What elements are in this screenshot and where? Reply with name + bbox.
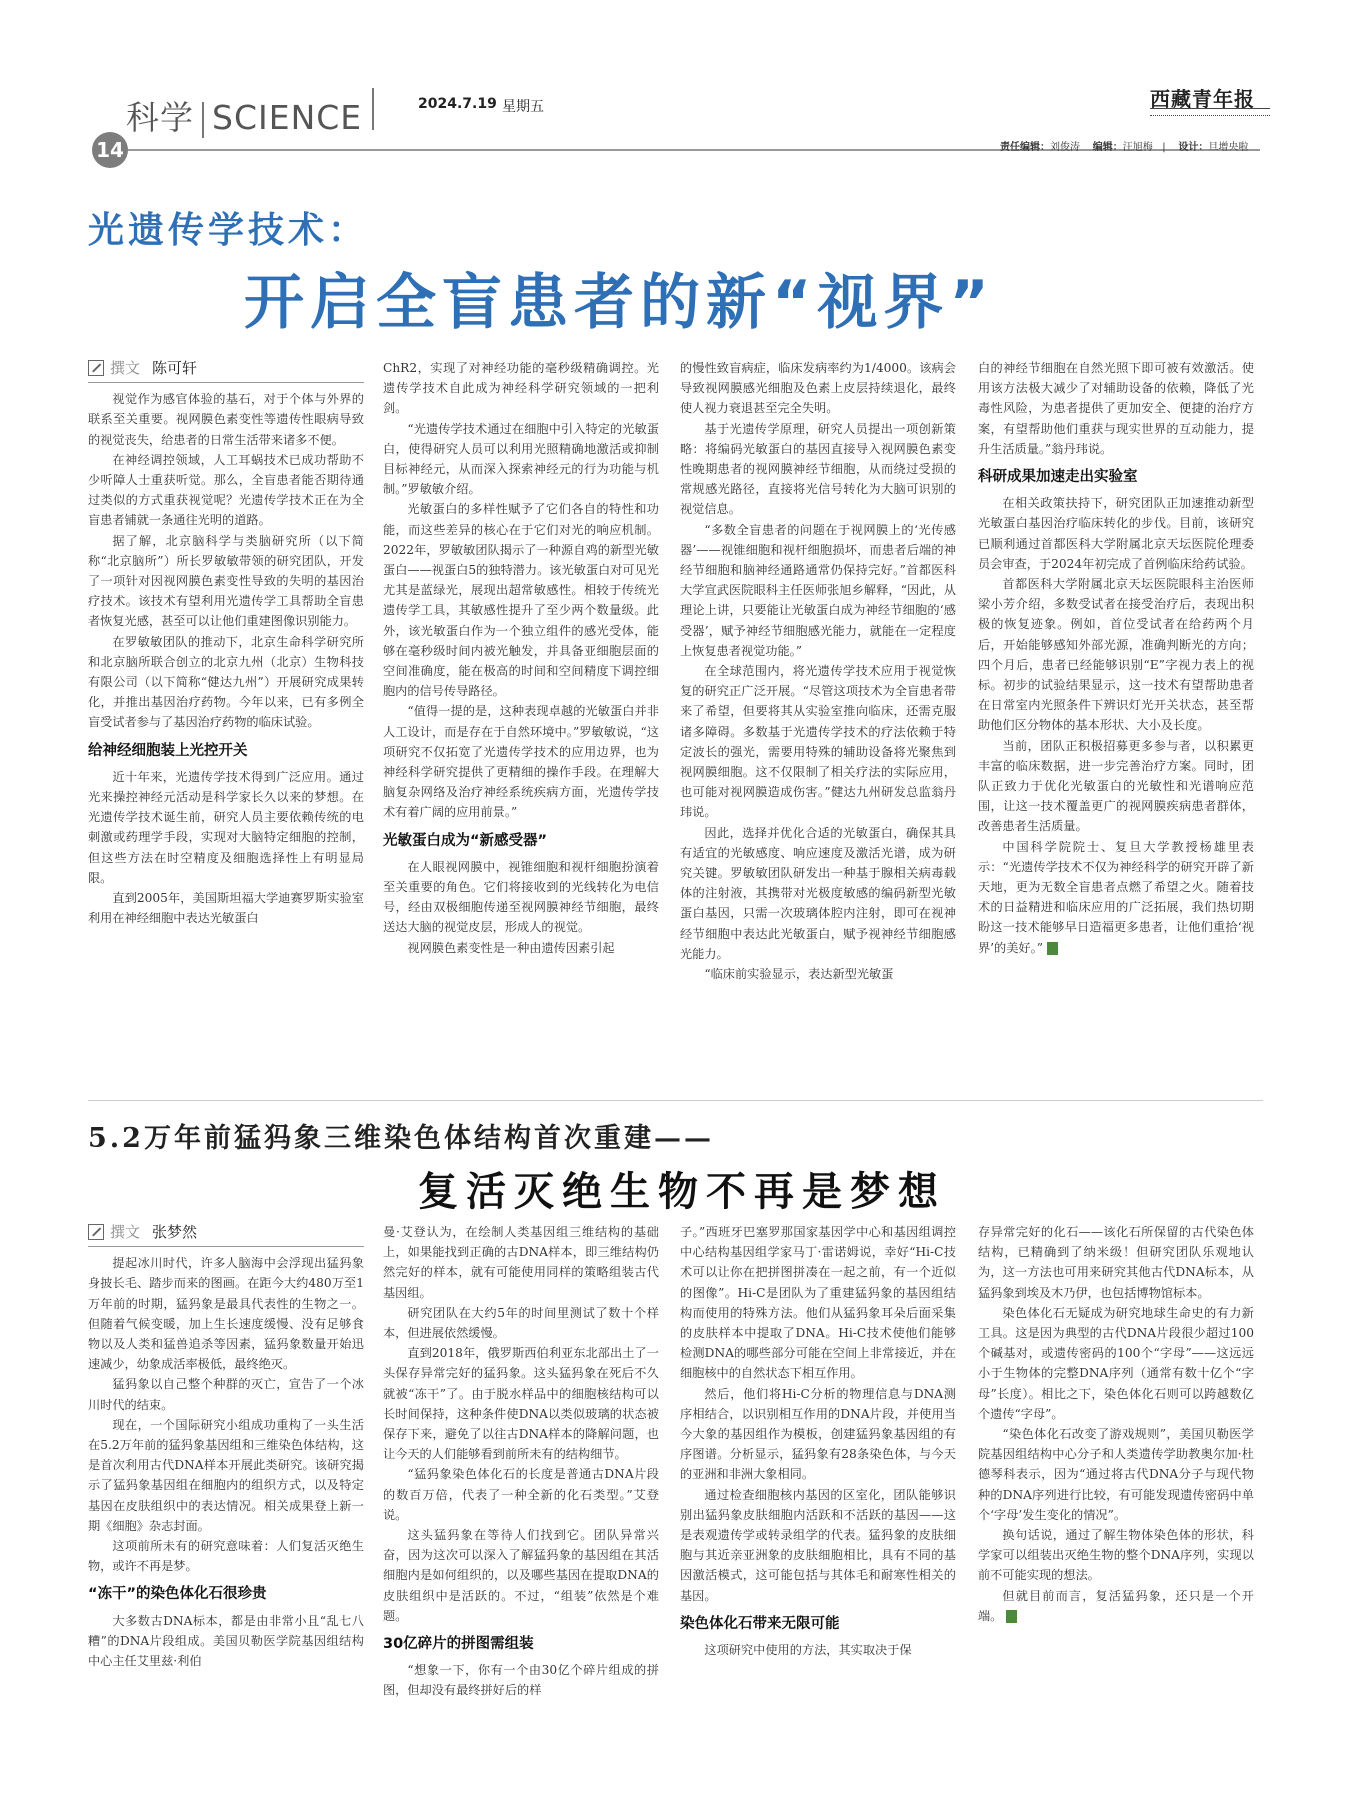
paragraph: 当前，团队正积极招募更多参与者，以积累更丰富的临床数据，进一步完善治疗方案。同时，团队正致力于优化光敏蛋白的光敏性和光谱响应范围，让这一技术覆盖更广的视网膜疾病患者群体，改善患者生活质量。 [978, 738, 1254, 834]
issue-date: 2024.7.19 [418, 96, 497, 112]
paragraph: “猛犸象染色体化石的长度是普通古DNA片段的数百万倍，代表了一种全新的化石类型。”艾登说。 [383, 1467, 659, 1522]
paragraph: 视网膜色素变性是一种由遗传因素引起 [407, 940, 615, 955]
paragraph: 近十年来，光遗传学技术得到广泛应用。通过光来操控神经元活动是科学家长久以来的梦想。在光遗传学技术诞生前，研究人员主要依赖传统的电刺激或药理学手段，实现对大脑特定细胞的控制，但这些方法在时空精度及细胞选择性上有明显局限。 [88, 769, 364, 885]
section-separator [202, 102, 204, 138]
paragraph: “值得一提的是，这种表现卓越的光敏蛋白并非人工设计，而是存在于自然环境中。”罗敏敏说，“这项研究不仅拓宽了光遗传学技术的应用边界，也为神经科学研究提供了更精细的操作手段。在理解大脑复杂网络及治疗神经系统疾病方面，光遗传学技术有着广阔的应用前景。” [383, 704, 659, 820]
paragraph: 这项研究中使用的方法，其实取决于保 [704, 1643, 912, 1658]
end-mark-icon [1006, 1610, 1017, 1623]
paragraph: 这项前所未有的研究意味着：人们复活灭绝生物，或许不再是梦。 [88, 1539, 364, 1574]
credit-edit: 汪旭梅 [1122, 142, 1153, 153]
paragraph: 在人眼视网膜中，视锥细胞和视杆细胞扮演着至关重要的角色。它们将接收到的光线转化为电信号，经由双极细胞传递至视网膜神经节细胞，最终送达大脑的视觉皮层，形成人的视觉。 [383, 859, 659, 935]
paragraph: 子。”西班牙巴塞罗那国家基因学中心和基因组调控中心结构基因组学家马丁·雷诺姆说，幸好“Hi-C技术可以让你在把拼图拼凑在一起之前，有一个近似的图像”。Hi-C是团队为了重建猛犸象的基因组结构而使用的特殊方法。他们从猛犸象耳朵后面采集的皮肤样本中提取了DNA。Hi-C技术使他们能够检测DNA的哪些部分可能在空间上非常接近，并在细胞核中的自然状态下相互作用。 [680, 1225, 956, 1381]
masthead-title: 西藏青年报 [1150, 87, 1255, 111]
paragraph: 首都医科大学附属北京天坛医院眼科主治医师梁小芳介绍，多数受试者在接受治疗后，表现出积极的恢复迹象。例如，首位受试者在给药两个月后，开始能够感知外部光源，准确判断光的方向；四个月后，患者已经能够识别“E”字视力表上的视标。初步的试验结果显示，这一技术有望帮助患者在日常室内光照条件下辨识灯光开关状态，甚至帮助他们区分物体的基本形状、大小及长度。 [978, 577, 1254, 733]
masthead-tibetan-line [1150, 108, 1270, 116]
end-mark-icon [1047, 942, 1058, 955]
paragraph: 在全球范围内，将光遗传学技术应用于视觉恢复的研究正广泛开展。“尽管这项技术为全盲患者带来了希望，但要将其从实验室推向临床，还需克服诸多障碍。多数基于光遗传学技术的疗法依赖于特定波长的强光，需要用特殊的辅助设备将光聚焦到视网膜细胞。这不仅限制了相关疗法的实际应用，也可能对视网膜造成伤害。”健达九州研发总监翁丹玮说。 [680, 664, 956, 820]
paragraph: 在神经调控领域，人工耳蜗技术已成功帮助不少听障人士重获听觉。那么，全盲患者能否期待通过类似的方式重获视觉呢？光遗传学技术正在为全盲患者铺就一条通往光明的道路。 [88, 452, 364, 528]
article2-column-1 [88, 1222, 364, 1671]
article2-column-3 [680, 1222, 956, 1660]
credit-design-label: 设计： [1178, 142, 1209, 153]
credit-edit-label: 编辑： [1092, 142, 1123, 153]
issue-weekday: 星期五 [502, 99, 544, 115]
paragraph: 这头猛犸象在等待人们找到它。团队异常兴奋，因为这次可以深入了解猛犸象的基因组在其活细胞内是如何组织的，以及哪些基因在提取DNA的皮肤组织中是活跃的。不过，“组装”依然是个难题。 [383, 1528, 659, 1623]
article2-column-2 [383, 1222, 659, 1701]
article1-kicker: 光遗传学技术： [88, 209, 369, 251]
section-end-bar [372, 88, 374, 130]
paragraph [978, 837, 1254, 958]
paragraph: 大多数古DNA标本，都是由非常小且“乱七八糟”的DNA片段组成。美国贝勒医学院基因组结构中心主任艾里兹·利伯 [88, 1613, 364, 1669]
subheading: 染色体化石带来无限可能 [680, 1615, 840, 1632]
paragraph: 然后，他们将Hi-C分析的物理信息与DNA测序相结合，以识别相互作用的DNA片段，并使用当今大象的基因组作为模板，创建猛犸象基因组的有序图谱。分析显示，猛犸象有28条染色体，与今天的亚洲和非洲大象相同。 [680, 1386, 956, 1482]
paragraph: 白的神经节细胞在自然光照下即可被有效激活。使用该方法极大减少了对辅助设备的依赖，降低了光毒性风险，为患者提供了更加安全、便捷的治疗方案，有望帮助他们重获与现实世界的互动能力，提升生活质量。”翁丹玮说。 [978, 361, 1254, 456]
article2-headline: 复活灭绝生物不再是梦想 [418, 1168, 946, 1215]
article1-column-2 [383, 358, 659, 958]
credits-line: 责任编辑：刘俊涛 编辑：汪旭梅 | 设计：旦增央啦 [1000, 142, 1249, 153]
subheading: 光敏蛋白成为“新感受器” [383, 832, 548, 849]
article1-byline [88, 358, 364, 383]
subheading: 给神经细胞装上光控开关 [88, 742, 248, 759]
paragraph: 现在，一个国际研究小组成功重构了一头生活在5.2万年前的猛犸象基因组和三维染色体结构，这是首次利用古代DNA样本开展此类研究。该研究揭示了猛犸象基因组在细胞内的组织方式，以及特定基因在皮肤组织中的表达情况。相关成果登上新一期《细胞》杂志封面。 [88, 1417, 364, 1533]
paragraph: 因此，选择并优化合适的光敏蛋白，确保其具有适宜的光敏感度、响应速度及激活光谱，成为研究关键。罗敏敏团队研发出一种基于腺相关病毒载体的注射液，其携带对光极度敏感的编码新型光敏蛋白基因，只需一次玻璃体腔内注射，即可在视神经节细胞中表达此光敏蛋白，赋予视神经节细胞感光能力。 [680, 825, 956, 961]
article-divider [88, 1100, 1263, 1101]
paragraph: 光敏蛋白的多样性赋予了它们各自的特性和功能，而这些差异的核心在于它们对光的响应机制。2022年，罗敏敏团队揭示了一种源自鸡的新型光敏蛋白——视蛋白5的独特潜力。该光敏蛋白对可见光尤其是蓝绿光，展现出超常敏感性。相较于传统光遗传学工具，其敏感性提升了至少两个数量级。此外，该光敏蛋白作为一个独立组件的感光受体，能够在毫秒级时间内被光触发，并具备亚细胞层面的空间准确度，能在极高的时间和空间精度下调控细胞内的信号传导路径。 [383, 502, 659, 699]
section-label [126, 92, 362, 139]
paragraph: 在相关政策扶持下，研究团队正加速推动新型光敏蛋白基因治疗临床转化的步伐。目前，该研究已顺利通过首都医科大学附属北京天坛医院伦理委员会审查，于2024年初完成了首例临床给药试验。 [978, 496, 1254, 571]
paragraph-text: 中国科学院院士、复旦大学教授杨雄里表示：“光遗传学技术不仅为神经科学的研究开辟了新天地，更为无数全盲患者点燃了希望之火。随着技术的日益精进和临床应用的广泛拓展，我们热切期盼这一技术能够早日造福更多患者，让他们重拾‘视界’的美好。” [978, 839, 1254, 955]
paragraph: “想象一下，你有一个由30亿个碎片组成的拼图，但却没有最终拼好后的样 [383, 1663, 659, 1698]
paragraph: 直到2005年，美国斯坦福大学迪赛罗斯实验室利用在神经细胞中表达光敏蛋白 [88, 891, 364, 926]
paragraph: 在罗敏敏团队的推动下，北京生命科学研究所和北京脑所联合创立的北京九州（北京）生物科技有限公司（以下简称“健达九州”）开展研究成果转化，并推出基因治疗药物。今年以来，已有多例全盲受试者参与了基因治疗药物的临床试验。 [88, 634, 364, 730]
byline-label: 撰文 [110, 359, 141, 377]
paragraph: 基于光遗传学原理，研究人员提出一项创新策略：将编码光敏蛋白的基因直接导入视网膜色素变性晚期患者的视网膜神经节细胞，从而绕过受损的常规感光路径，直接将光信号转化为大脑可识别的视觉信息。 [680, 421, 956, 517]
page-number: 14 [92, 132, 128, 168]
paragraph: 的慢性致盲病症，临床发病率约为1/4000。该病会导致视网膜感光细胞及色素上皮层持续退化，最终使人视力衰退甚至完全失明。 [680, 361, 956, 416]
section-cn: 科学 [126, 98, 194, 137]
paragraph: 换句话说，通过了解生物体染色体的形状，科学家可以组装出灭绝生物的整个DNA序列，实现以前不可能实现的想法。 [978, 1528, 1254, 1583]
article1-column-1 [88, 358, 364, 928]
paragraph: “多数全盲患者的问题在于视网膜上的‘光传感器’——视锥细胞和视杆细胞损坏，而患者后端的神经节细胞和脑神经通路通常仍保持完好。”首都医科大学宣武医院眼科主任医师张旭乡解释，“因此，从理论上讲，只要能让光敏蛋白成为神经节细胞的‘感受器’，赋予神经节细胞感光能力，就能在一定程度上恢复患者视觉功能。” [680, 522, 956, 658]
article1-column-4 [978, 358, 1254, 958]
paragraph: ChR2，实现了对神经功能的毫秒级精确调控。光遗传学技术自此成为神经科学研究领域的一把利剑。 [383, 361, 659, 416]
credit-editor: 刘俊涛 [1050, 142, 1080, 153]
credit-editor-label: 责任编辑： [1000, 142, 1050, 153]
paragraph [978, 1586, 1254, 1626]
paragraph: 通过检查细胞核内基因的区室化，团队能够识别出猛犸象皮肤细胞内活跃和不活跃的基因——这是表观遗传学或转录组学的代表。猛犸象的皮肤细胞与其近亲亚洲象的皮肤细胞相比，具有不同的基因激活模式，这可能包括与其体毛和耐寒性相关的基因。 [680, 1487, 956, 1603]
paragraph: 据了解，北京脑科学与类脑研究所（以下简称“北京脑所”）所长罗敏敏带领的研究团队，开发了一项针对因视网膜色素变性导致的失明的基因治疗技术。该技术有望利用光遗传学工具帮助全盲患者恢复光感，甚至可以让他们重建图像识别能力。 [88, 533, 364, 629]
pen-icon [88, 1224, 104, 1240]
article1-headline: 开启全盲患者的新“视界” [244, 268, 995, 338]
byline-label: 撰文 [110, 1223, 141, 1241]
section-en: SCIENCE [212, 98, 363, 137]
subheading: 科研成果加速走出实验室 [978, 469, 1138, 486]
paragraph: 猛犸象以自己整个种群的灭亡，宣告了一个冰川时代的结束。 [88, 1377, 364, 1412]
paragraph: 存异常完好的化石——该化石所保留的古代染色体结构，已精确到了纳米级！但研究团队乐观地认为，这一方法也可用来研究其他古代DNA标本，从猛犸象到埃及木乃伊，也包括博物馆标本。 [978, 1225, 1254, 1300]
paragraph: “临床前实验显示，表达新型光敏蛋 [704, 967, 894, 982]
paragraph: 视觉作为感官体验的基石，对于个体与外界的联系至关重要。视网膜色素变性等遗传性眼病导致的视觉丧失，给患者的日常生活带来诸多不便。 [88, 392, 364, 447]
article2-column-4 [978, 1222, 1254, 1626]
byline-name: 张梦然 [152, 1223, 198, 1241]
paragraph: 曼·艾登认为，在绘制人类基因组三维结构的基础上，如果能找到正确的古DNA样本，即三维结构仍然完好的样本，就有可能使用同样的策略组装古代基因组。 [383, 1225, 659, 1300]
article2-byline [88, 1222, 364, 1247]
byline-name: 陈可轩 [152, 359, 198, 377]
pen-icon [88, 360, 104, 376]
paragraph: 研究团队在大约5年的时间里测试了数十个样本，但进展依然缓慢。 [383, 1305, 659, 1341]
paragraph: 直到2018年，俄罗斯西伯利亚东北部出土了一头保存异常完好的猛犸象。这头猛犸象在死后不久就被“冻干”了。由于脱水样品中的细胞核结构可以长时间保持，这种条件使DNA以类似玻璃的状态被保存下来，避免了以往古DNA样本的降解问题，也让今天的人们能够看到前所未有的结构细节。 [383, 1346, 659, 1462]
paragraph: 提起冰川时代，许多人脑海中会浮现出猛犸象身披长毛、踏步而来的图画。在距今大约480万至1万年前的时期，猛犸象是最具代表性的生物之一。但随着气候变暖，加上生长速度缓慢、没有足够食物以及人类和猛兽追杀等因素，猛犸象数量开始迅速减少，幼象成活率极低，最终绝灭。 [88, 1256, 364, 1372]
article2-kicker: 5.2万年前猛犸象三维染色体结构首次重建—— [88, 1123, 714, 1154]
subheading: 30亿碎片的拼图需组装 [383, 1636, 534, 1653]
paragraph: 染色体化石无疑成为研究地球生命史的有力新工具。这是因为典型的古代DNA片段很少超过100个碱基对，或遗传密码的100个“字母”——这远远小于生物体的完整DNA序列（通常有数十亿个“字母”长度）。相比之下，染色体化石则可以跨越数亿个遗传“字母”。 [978, 1305, 1254, 1421]
article1-column-3 [680, 358, 956, 984]
subheading: “冻干”的染色体化石很珍贵 [88, 1586, 267, 1603]
credit-design: 旦增央啦 [1208, 142, 1249, 153]
paragraph: “光遗传学技术通过在细胞中引入特定的光敏蛋白，使得研究人员可以利用光照精确地激活或抑制目标神经元，从而深入探索神经元的行为功能与机制。”罗敏敏介绍。 [383, 421, 659, 497]
paragraph: “染色体化石改变了游戏规则”，美国贝勒医学院基因组结构中心分子和人类遗传学助教奥尔加·杜德琴科表示，因为“通过将古代DNA分子与现代物种的DNA序列进行比较，有可能发现遗传密码中单个‘字母’发生变化的情况”。 [978, 1427, 1254, 1522]
paragraph-text: 但就目前而言，复活猛犸象，还只是一个开端。 [978, 1588, 1254, 1623]
